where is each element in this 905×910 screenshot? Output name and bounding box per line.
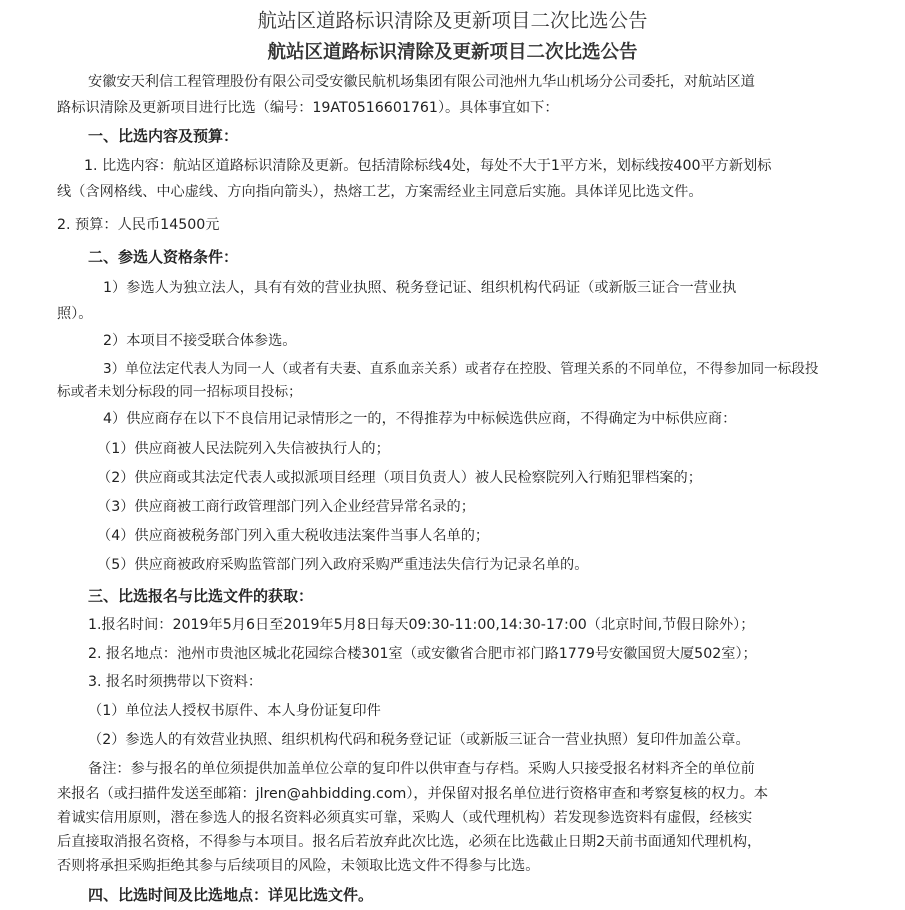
section-heading: 二、参选人资格条件： xyxy=(88,248,239,266)
sub-item: （5）供应商被政府采购监管部门列入政府采购严重违法失信行为记录名单的。 xyxy=(97,557,589,573)
list-item: 2）本项目不接受联合体参选。 xyxy=(103,333,297,349)
paragraph-line: 线（含网格线、中心虚线、方向指向箭头），热熔工艺，方案需经业主同意后实施。具体详见比选文件。 xyxy=(57,184,703,200)
list-item: 3）单位法定代表人为同一人（或者有夫妻、直系血亲关系）或者存在控股、管理关系的不同单位，不得参加同一标段投 xyxy=(103,361,819,377)
sub-item: （2）参选人的有效营业执照、组织机构代码和税务登记证（或新版三证合一营业执照）复印件加盖公章。 xyxy=(88,732,750,748)
note-line: 否则将承担采购拒绝其参与后续项目的风险，未领取比选文件不得参与比选。 xyxy=(57,858,540,874)
sub-item: （3）供应商被工商行政管理部门列入企业经营异常名录的； xyxy=(97,499,475,515)
section-heading: 三、比选报名与比选文件的获取： xyxy=(88,587,314,605)
list-item: 1）参选人为独立法人，具有有效的营业执照、税务登记证、组织机构代码证（或新版三证合一营业执 xyxy=(103,280,737,296)
budget-line: 2. 预算：人民币14500元 xyxy=(57,217,220,233)
sub-item: （1）供应商被人民法院列入失信被执行人的； xyxy=(97,441,390,457)
page-title: 航站区道路标识清除及更新项目二次比选公告 xyxy=(257,9,648,32)
registration-time: 1.报名时间：2019年5月6日至2019年5月8日每天09:30-11:00,14:30-17:00（北京时间,节假日除外）； xyxy=(88,617,755,633)
page-title-bold: 航站区道路标识清除及更新项目二次比选公告 xyxy=(267,42,638,63)
note-line: 来报名（或扫描件发送至邮箱：jlren@ahbidding.com），并保留对报名单位进行资格审查和考察复核的权力。本 xyxy=(57,786,769,802)
list-item: 照）。 xyxy=(57,306,93,322)
note-line: 着诚实信用原则，潜在参选人的报名资料必须真实可靠，采购人（或代理机构）若发现参选资料有虚假，经核实 xyxy=(57,810,753,826)
list-item: 标或者未划分标段的同一招标项目投标； xyxy=(57,384,302,400)
sub-item: （1）单位法人授权书原件、本人身份证复印件 xyxy=(88,703,381,719)
list-item: 4）供应商存在以下不良信用记录情形之一的，不得推荐为中标候选供应商，不得确定为中标供应商： xyxy=(103,411,737,427)
note-line: 备注：参与报名的单位须提供加盖单位公章的复印件以供审查与存档。采购人只接受报名材料齐全的单位前 xyxy=(88,761,755,777)
registration-place: 2. 报名地点：池州市贵池区城北花园综合楼301室（或安徽省合肥市祁门路1779号安徽国贸大厦502室）； xyxy=(88,646,757,662)
intro-line: 安徽安天利信工程管理股份有限公司受安徽民航机场集团有限公司池州九华山机场分公司委托，对航站区道 xyxy=(88,74,755,90)
intro-line: 路标识清除及更新项目进行比选（编号：19AT0516601761）。具体事宜如下： xyxy=(57,100,559,116)
paragraph-line: 1. 比选内容：航站区道路标识清除及更新。包括清除标线4处，每处不大于1平方米，划标线按400平方新划标 xyxy=(84,158,772,174)
registration-materials: 3. 报名时须携带以下资料： xyxy=(88,674,263,690)
section-heading: 四、比选时间及比选地点：详见比选文件。 xyxy=(88,886,374,904)
note-line: 后直接取消报名资格，不得参与本项目。报名后若放弃此次比选，必须在比选截止日期2天前书面通知代理机构， xyxy=(57,834,762,850)
sub-item: （2）供应商或其法定代表人或拟派项目经理（项目负责人）被人民检察院列入行贿犯罪档案的； xyxy=(97,470,702,486)
sub-item: （4）供应商被税务部门列入重大税收违法案件当事人名单的； xyxy=(97,528,490,544)
section-heading: 一、比选内容及预算： xyxy=(88,127,239,145)
